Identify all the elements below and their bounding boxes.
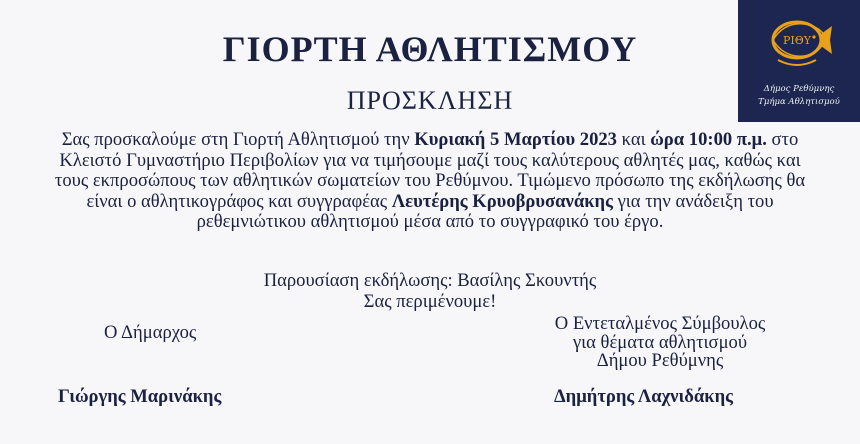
event-time: ώρα 10:00 π.μ.	[650, 129, 767, 150]
presenter-line: Παρουσίαση εκδήλωσης: Βασίλης Σκουντής	[263, 270, 597, 291]
page-subtitle: ΠΡΟΣΚΛΗΣΗ	[346, 86, 514, 115]
municipality-logo	[738, 0, 860, 122]
invitation-body	[52, 130, 808, 233]
councillor-title	[520, 315, 800, 371]
honoree-name: Λευτέρης Κρυοβρυσανάκης	[391, 190, 613, 212]
mayor-title: Ο Δήμαρχος	[104, 322, 197, 343]
closing-line: Σας περιμένουμε!	[363, 291, 497, 312]
body-text-part2: και	[616, 129, 651, 150]
body-text-part3: στο Κλειστό Γυμναστήριο Περιβολίων για να τιμήσουμε μαζί τους καλύτερους αθλητές μας, καθώς και τους εκπροσώπους των αθλητικών σωματείων του Ρεθύμνου. Τιμώμενο πρόσωπο της εκδήλωσης θα είναι ο αθλητικογράφος και συγγραφέας	[54, 129, 806, 212]
councillor-title-line1: Ο Εντεταλμένος Σύμβουλος	[554, 313, 766, 334]
mayor-name: Γιώργης Μαρινάκης	[58, 386, 222, 407]
page-title: ΓΙΟΡΤΗ ΑΘΛΗΤΙΣΜΟΥ	[222, 29, 638, 69]
councillor-title-line3: Δήμου Ρεθύμνης	[596, 350, 724, 371]
councillor-title-line2: για θέματα αθλητισμού	[572, 331, 748, 353]
body-text-part1: Σας προσκαλούμε στη Γιορτή Αθλητισμού την	[61, 129, 415, 150]
logo-emblem-text: ΡΙΘΥ	[782, 34, 812, 47]
logo-municipality: Δήμος Ρεθύμνης	[763, 84, 835, 94]
logo-department: Τμήμα Αθλητισμού	[758, 97, 840, 107]
event-date: Κυριακή 5 Μαρτίου 2023	[414, 129, 617, 150]
body-text-part4: για την ανάδειξη του ρεθεμνιώτικου αθλητισμού μέσα από το συγγραφικό του έργο.	[196, 190, 774, 232]
councillor-name: Δημήτρης Λαχνιδάκης	[554, 386, 733, 407]
fish-emblem-icon	[764, 10, 834, 72]
